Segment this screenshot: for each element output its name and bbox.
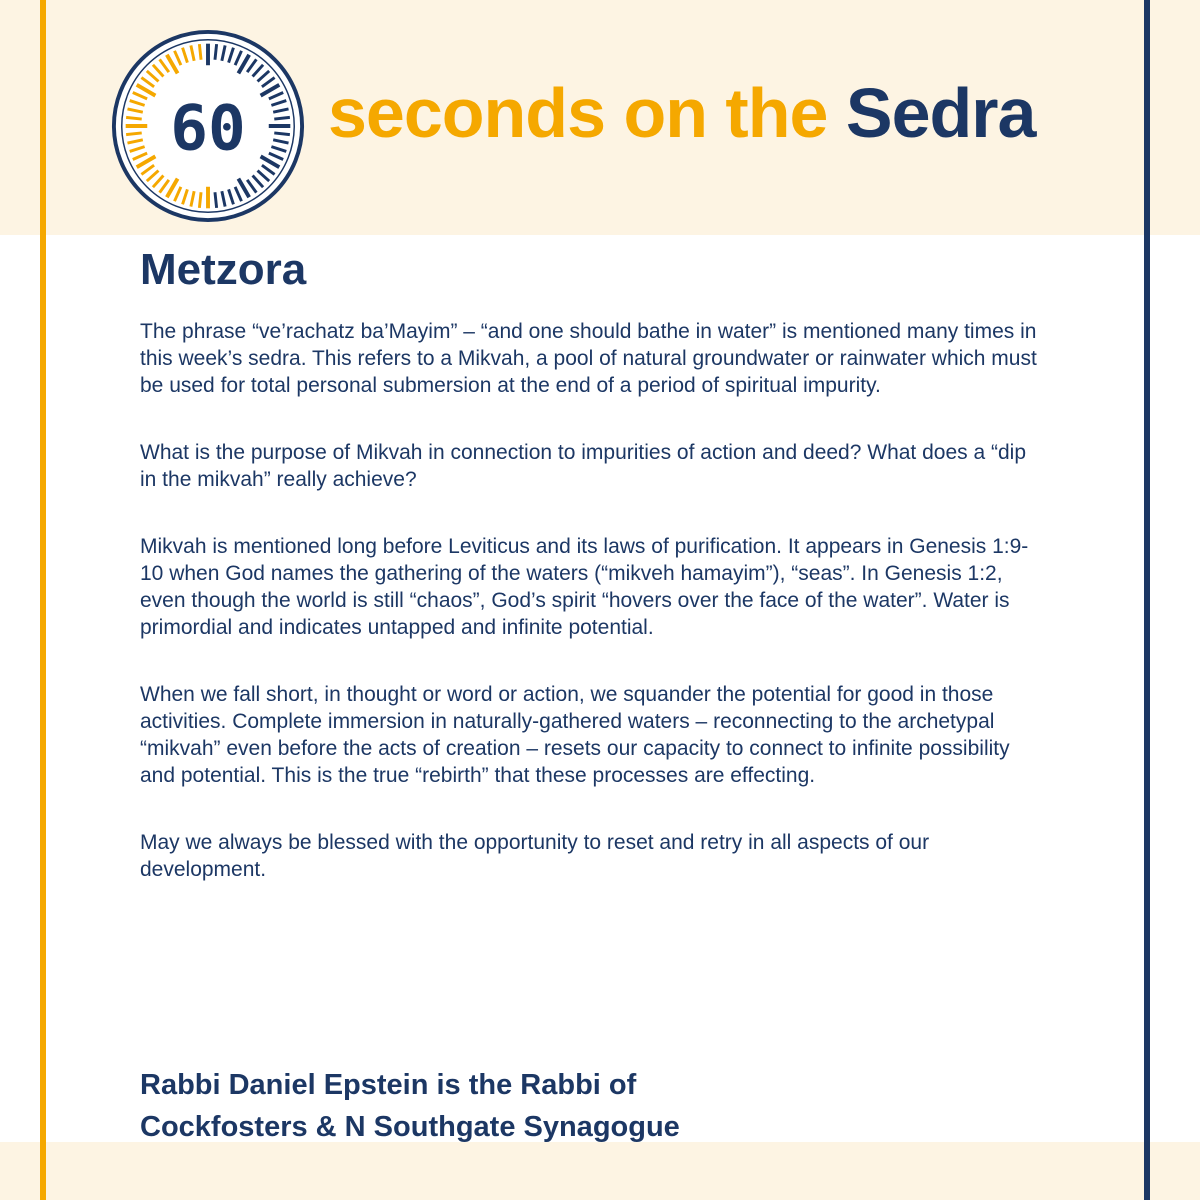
stopwatch-dial-icon: [110, 28, 306, 224]
dial-tick: [215, 192, 217, 208]
author-byline-line2: Cockfosters & N Southgate Synagogue: [140, 1111, 680, 1143]
dial-tick: [126, 117, 142, 119]
article-body: [140, 318, 1040, 923]
dial-tick: [126, 133, 142, 135]
brand-title: [328, 74, 1036, 152]
dial-tick: [274, 133, 290, 135]
article-paragraph: What is the purpose of Mikvah in connection to impurities of action and deed? What does a “dip in the mikvah” really achieve?: [140, 441, 1026, 491]
brand-title-part1: seconds on the: [328, 74, 846, 152]
brand-title-part2: Sedra: [845, 74, 1036, 152]
dial-tick: [199, 192, 201, 208]
author-byline: [140, 1064, 1100, 1148]
dial-tick: [199, 44, 201, 60]
article-paragraph: Mikvah is mentioned long before Leviticus and its laws of purification. It appears in Genesis 1:9-10 when God names the gathering of the waters (“mikveh hamayim”), “seas”. In Genesis 1:2, even though the world is still “chaos”, God’s spirit “hovers over the face of the water”. Water is primordial and indicates untapped and infinite potential.: [140, 535, 1029, 639]
dial-tick: [274, 117, 290, 119]
author-byline-line1: Rabbi Daniel Epstein is the Rabbi of: [140, 1069, 637, 1101]
right-accent-rail: [1144, 0, 1150, 1200]
logo-number: 60: [170, 91, 246, 165]
article-paragraph: The phrase “ve’rachatz ba’Mayim” – “and one should bathe in water” is mentioned many times in this week’s sedra. This refers to a Mikvah, a pool of natural groundwater or rainwater which must be used for total personal submersion at the end of a period of spiritual impurity.: [140, 320, 1037, 397]
article-paragraph: May we always be blessed with the opportunity to reset and retry in all aspects of our development.: [140, 831, 930, 881]
article-paragraph: When we fall short, in thought or word or action, we squander the potential for good in those activities. Complete immersion in naturally-gathered waters – reconnecting to the archetypal “mikvah” even before the acts of creation – resets our capacity to connect to infinite possibility and potential. This is the true “rebirth” that these processes are effecting.: [140, 683, 1010, 787]
left-accent-rail: [40, 0, 46, 1200]
sedra-title: Metzora: [140, 245, 307, 294]
dial-tick: [215, 44, 217, 60]
footer-band: [0, 1142, 1200, 1200]
